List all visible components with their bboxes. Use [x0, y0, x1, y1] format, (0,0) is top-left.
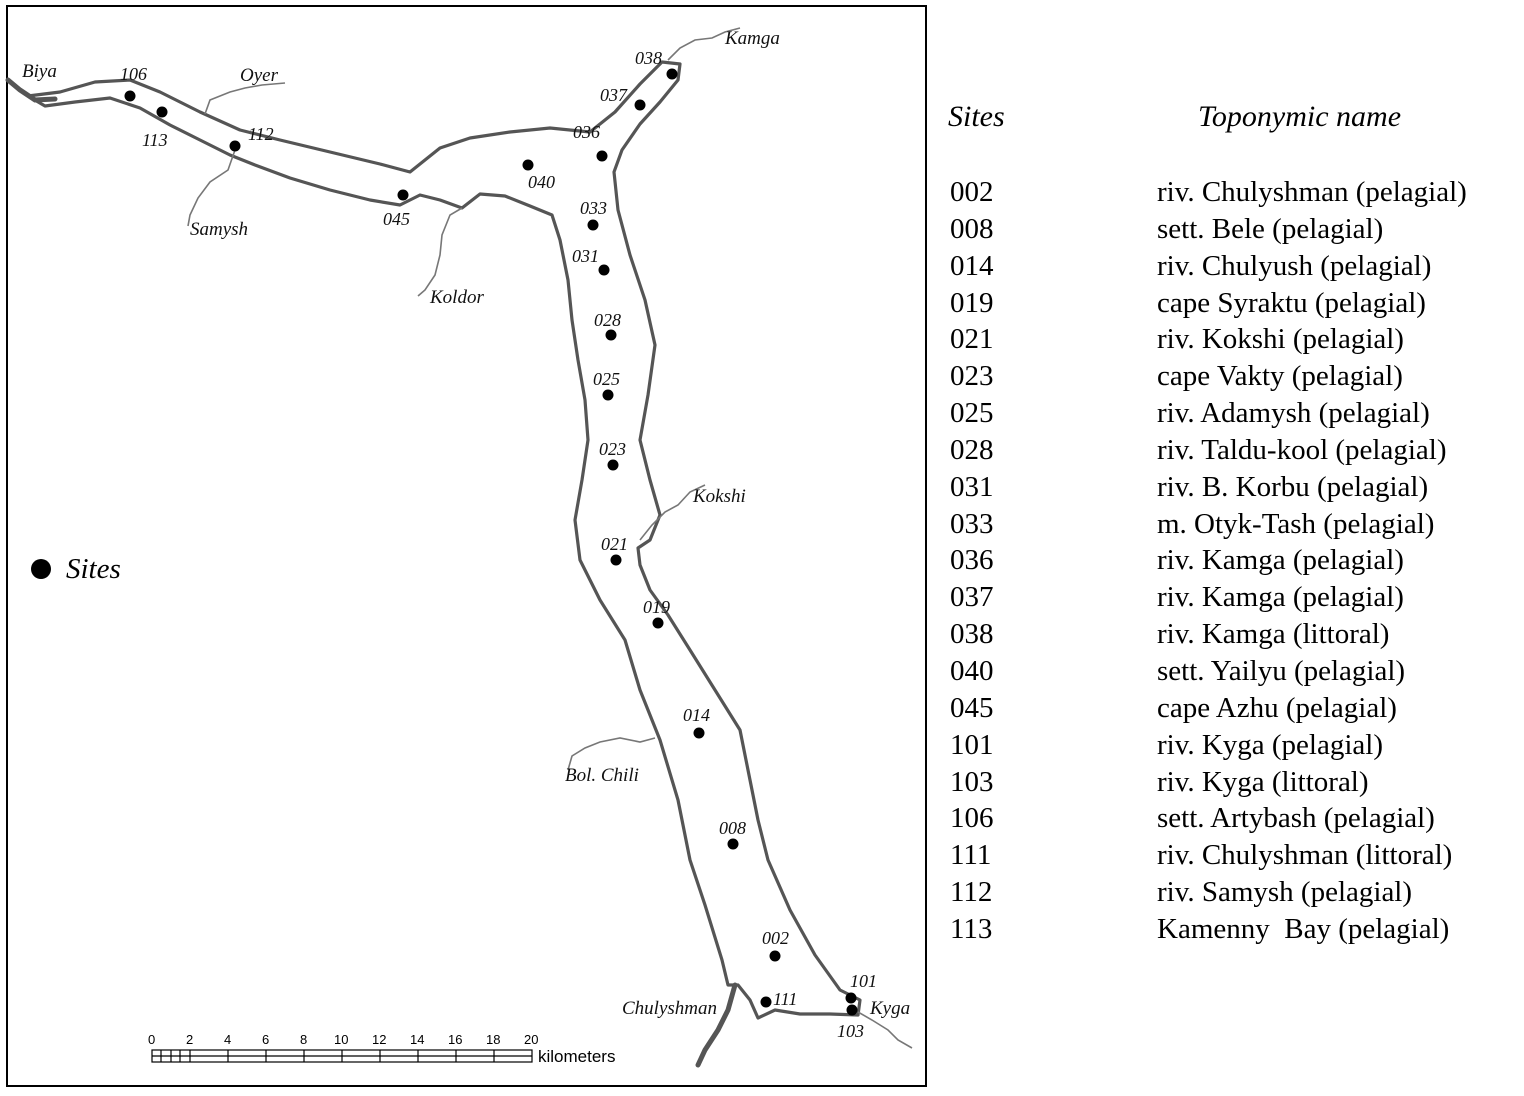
site-marker-103 — [847, 1005, 858, 1016]
scale-bar — [148, 1032, 615, 1066]
site-marker-106 — [125, 91, 136, 102]
toponymic-name: sett. Bele (pelagial) — [1157, 212, 1384, 245]
site-label-019: 019 — [643, 597, 670, 617]
site-code: 112 — [950, 876, 993, 909]
table-row — [948, 358, 1518, 395]
site-label-028: 028 — [594, 310, 621, 330]
toponymic-name: riv. Adamysh (pelagial) — [1157, 397, 1430, 430]
scale-tick-6: 6 — [262, 1032, 270, 1047]
site-label-112: 112 — [248, 124, 274, 144]
toponymic-name: riv. Kokshi (pelagial) — [1157, 323, 1404, 356]
toponymic-name: riv. Samysh (pelagial) — [1157, 876, 1413, 909]
toponymic-name: cape Syraktu (pelagial) — [1157, 286, 1426, 319]
legend-site-symbol — [31, 559, 51, 579]
samysh-river-line — [188, 150, 235, 226]
site-marker-014 — [694, 728, 705, 739]
site-label-002: 002 — [762, 928, 789, 948]
site-marker-113 — [157, 107, 168, 118]
scale-tick-4: 4 — [224, 1032, 232, 1047]
kokshi-label: Kokshi — [693, 486, 746, 507]
table-row — [948, 727, 1518, 764]
table-row — [948, 653, 1518, 690]
chulyshman-label: Chulyshman — [622, 998, 717, 1019]
site-marker-101 — [846, 993, 857, 1004]
toponymic-name: riv. Kamga (pelagial) — [1157, 581, 1404, 614]
biya-label: Biya — [22, 61, 57, 82]
scale-unit-label: kilometers — [538, 1047, 616, 1066]
site-label-008: 008 — [719, 818, 746, 838]
site-code: 002 — [950, 176, 994, 208]
scale-tick-20: 20 — [524, 1032, 539, 1047]
header-sites: Sites — [948, 100, 1005, 133]
table-row — [948, 174, 1518, 211]
site-marker-111 — [761, 997, 772, 1008]
toponymic-name: m. Otyk-Tash (pelagial) — [1157, 507, 1435, 540]
table-row — [948, 248, 1518, 285]
site-code: 040 — [950, 654, 994, 687]
toponymic-name: riv. Taldu-kool (pelagial) — [1157, 433, 1447, 466]
site-label-037: 037 — [600, 85, 627, 105]
site-code: 014 — [950, 249, 994, 282]
table-row — [948, 321, 1518, 358]
bol-chili-label: Bol. Chili — [565, 765, 639, 786]
scale-tick-12: 12 — [372, 1032, 387, 1047]
table-row — [948, 616, 1518, 653]
site-code: 111 — [950, 839, 992, 872]
toponymic-name: sett. Yailyu (pelagial) — [1157, 654, 1406, 687]
site-code: 037 — [950, 581, 994, 614]
site-marker-112 — [230, 141, 241, 152]
site-code: 113 — [950, 912, 993, 945]
site-label-038: 038 — [635, 48, 662, 68]
table-row — [948, 764, 1518, 801]
toponymic-name: sett. Artybash (pelagial) — [1157, 802, 1435, 835]
toponymic-name: cape Azhu (pelagial) — [1157, 691, 1397, 724]
site-marker-045 — [398, 190, 409, 201]
toponymic-name: riv. Chulyshman (littoral) — [1157, 839, 1453, 872]
table-row — [948, 432, 1518, 469]
site-code: 023 — [950, 360, 994, 393]
site-code: 021 — [950, 323, 994, 356]
toponymic-name: riv. Kamga (pelagial) — [1157, 544, 1404, 577]
site-marker-019 — [653, 618, 664, 629]
table-row — [948, 506, 1518, 543]
table-row — [948, 211, 1518, 248]
site-name-table — [948, 96, 1518, 948]
kamga-label: Kamga — [725, 28, 780, 49]
toponymic-name: Kamenny Bay (pelagial) — [1157, 912, 1450, 945]
site-label-031: 031 — [572, 246, 599, 266]
site-marker-040 — [523, 160, 534, 171]
table-row — [948, 690, 1518, 727]
toponymic-name: riv. Kamga (littoral) — [1157, 618, 1390, 651]
oyer-river-line — [205, 83, 285, 114]
table-row — [948, 911, 1518, 948]
scale-tick-8: 8 — [300, 1032, 308, 1047]
site-code: 038 — [950, 618, 994, 651]
site-label-023: 023 — [599, 439, 626, 459]
scale-tick-18: 18 — [486, 1032, 501, 1047]
site-code: 045 — [950, 691, 994, 724]
site-code: 008 — [950, 212, 994, 245]
table-row — [948, 542, 1518, 579]
site-label-025: 025 — [593, 369, 620, 389]
samysh-label: Samysh — [190, 219, 249, 240]
koldor-river-line — [418, 208, 462, 296]
site-marker-038 — [667, 69, 678, 80]
site-code: 019 — [950, 286, 994, 319]
site-code: 031 — [950, 470, 994, 503]
table-row — [948, 579, 1518, 616]
site-label-045: 045 — [383, 209, 410, 229]
site-marker-002 — [770, 951, 781, 962]
site-marker-023 — [608, 460, 619, 471]
site-marker-021 — [611, 555, 622, 566]
site-marker-008 — [728, 839, 739, 850]
site-marker-031 — [599, 265, 610, 276]
lake-shoreline — [28, 62, 860, 1018]
table-header — [948, 96, 1518, 156]
scale-tick-2: 2 — [186, 1032, 194, 1047]
scale-tick-16: 16 — [448, 1032, 463, 1047]
site-label-106: 106 — [120, 64, 147, 84]
site-code: 036 — [950, 544, 994, 577]
toponymic-name: riv. Kyga (littoral) — [1157, 765, 1369, 798]
site-marker-028 — [606, 330, 617, 341]
toponymic-name: riv. Chulyush (pelagial) — [1157, 249, 1432, 282]
site-label-014: 014 — [683, 705, 710, 725]
site-code: 033 — [950, 507, 994, 540]
header-toponymic-name: Toponymic name — [1198, 100, 1402, 133]
koldor-label: Koldor — [430, 287, 484, 308]
site-label-033: 033 — [580, 198, 607, 218]
site-code: 101 — [950, 728, 994, 761]
site-marker-025 — [603, 390, 614, 401]
biya-river-line — [8, 80, 55, 100]
table-row — [948, 469, 1518, 506]
site-label-111: 111 — [773, 989, 798, 1009]
site-code: 103 — [950, 765, 994, 798]
table-row — [948, 800, 1518, 837]
site-marker-037 — [635, 100, 646, 111]
toponymic-name: cape Vakty (pelagial) — [1157, 360, 1403, 393]
table-row — [948, 837, 1518, 874]
site-code: 028 — [950, 433, 994, 466]
site-marker-033 — [588, 220, 599, 231]
site-code: 025 — [950, 397, 994, 430]
table-row — [948, 874, 1518, 911]
kyga-label: Kyga — [870, 998, 911, 1019]
oyer-label: Oyer — [240, 65, 278, 86]
site-label-040: 040 — [528, 172, 555, 192]
toponymic-name: riv. Chulyshman (pelagial) — [1157, 176, 1467, 208]
scale-tick-10: 10 — [334, 1032, 349, 1047]
table-row — [948, 395, 1518, 432]
table-row — [948, 285, 1518, 322]
chulyshman-river-line — [698, 985, 735, 1065]
site-code: 106 — [950, 802, 994, 835]
site-label-113: 113 — [142, 130, 168, 150]
legend-site-label: Sites — [66, 553, 121, 585]
site-label-101: 101 — [850, 971, 877, 991]
toponymic-name: riv. B. Korbu (pelagial) — [1157, 470, 1429, 503]
toponymic-name: riv. Kyga (pelagial) — [1157, 728, 1383, 761]
site-label-021: 021 — [601, 534, 628, 554]
site-label-036: 036 — [573, 122, 600, 142]
scale-tick-14: 14 — [410, 1032, 425, 1047]
table-body — [948, 174, 1518, 948]
site-marker-036 — [597, 151, 608, 162]
site-label-103: 103 — [837, 1021, 864, 1041]
scale-tick-0: 0 — [148, 1032, 156, 1047]
